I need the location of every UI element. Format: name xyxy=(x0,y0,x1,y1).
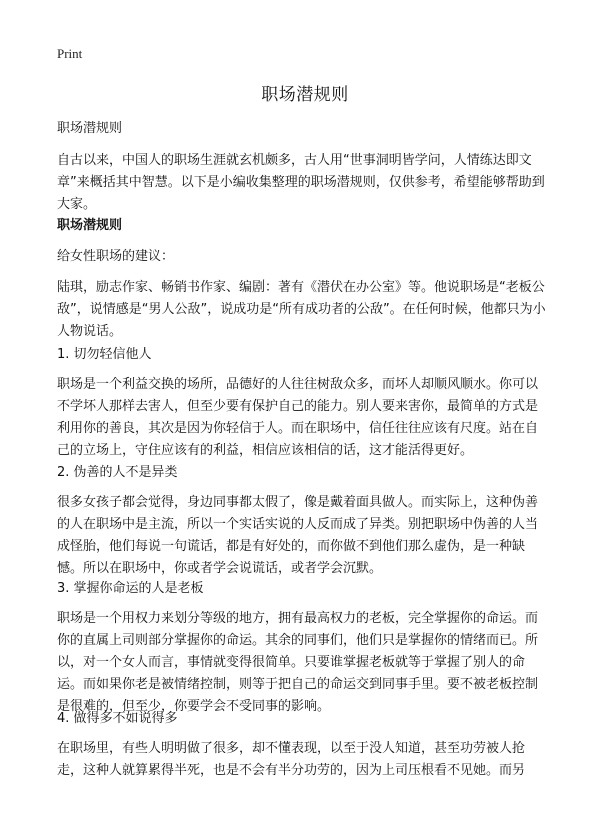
advice-intro: 给女性职场的建议： xyxy=(57,249,175,264)
item-1-heading: 1. 切勿轻信他人 xyxy=(57,347,152,362)
page-title: 职场潜规则 xyxy=(261,85,349,105)
item-4-paragraph: 在职场里，有些人明明做了很多，却不懂表现，以至于没人知道，甚至功劳被人抢走，这种人就算累得半死，也是不会有半分功劳的，因为上司压根看不见她。而另 xyxy=(57,741,526,778)
print-link[interactable]: Print xyxy=(57,46,83,61)
author-bio-paragraph: 陆琪，励志作家、畅销书作家、编剧：著有《潜伏在办公室》等。他说职场是“老板公敌”，说情感是“男人公敌”，说成功是“所有成功者的公敌”。在任何时候，他都只为小人物说话。 xyxy=(57,280,546,339)
item-3-paragraph: 职场是一个用权力来划分等级的地方，拥有最高权力的老板，完全掌握你的命运。而你的直属上司则部分掌握你的命运。其余的同事们，他们只是掌握你的情绪而已。所以，对一个女人而言，事情就变得很简单。只要谁掌握老板就等于掌握了别人的命运。而如果你老是被情绪控制，则等于把自己的命运交到同事手里。要不被老板控制是很难的，但至少，你要学会不受同事的影响。 xyxy=(57,611,539,714)
item-2-heading: 2. 伪善的人不是异类 xyxy=(57,465,178,480)
section-heading: 职场潜规则 xyxy=(57,218,123,233)
item-2-paragraph: 很多女孩子都会觉得，身边同事都太假了，像是戴着面具做人。而实际上，这种伪善的人在职场中是主流，所以一个实话实说的人反而成了异类。别把职场中伪善的人当成怪胎，他们每说一句谎话，都是有好处的，而你做不到他们那么虚伪，是一种缺憾。所以在职场中，你或者学会说谎话，或者学会沉默。 xyxy=(57,495,539,576)
item-4-heading: 4. 做得多不如说得多 xyxy=(57,711,178,726)
item-3-heading: 3. 掌握你命运的人是老板 xyxy=(57,581,204,596)
intro-label: 职场潜规则 xyxy=(57,121,123,136)
item-1-paragraph: 职场是一个利益交换的场所，品德好的人往往树敌众多，而坏人却顺风顺水。你可以不学坏人那样去害人，但至少要有保护自己的能力。别人要来害你，最简单的方式是利用你的善良，其次是因为你轻信于人。而在职场中，信任往往应该有尺度。站在自己的立场上，守住应该有的利益，相信应该相信的话，这才能活得更好。 xyxy=(57,377,539,458)
intro-paragraph: 自古以来，中国人的职场生涯就玄机颇多，古人用“世事洞明皆学问，人情练达即文章”来概括其中智慧。以下是小编收集整理的职场潜规则，仅供参考，希望能够帮助到大家。 xyxy=(57,153,545,212)
